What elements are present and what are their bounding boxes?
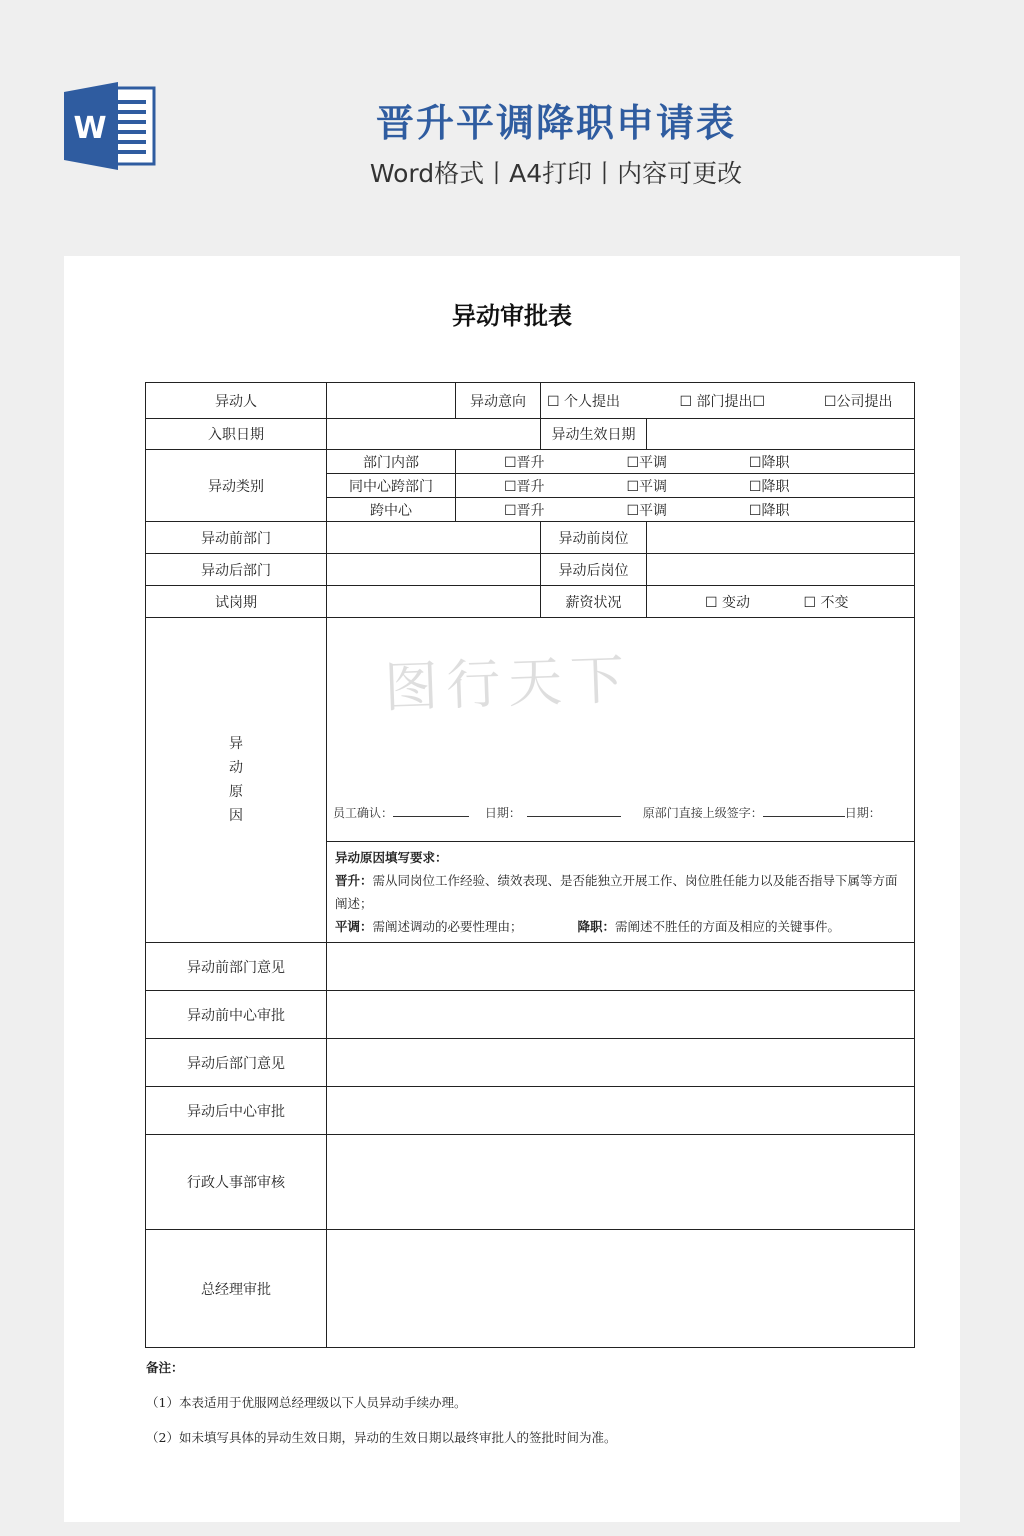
supervisor-sign-label: 原部门直接上级签字： [642, 806, 763, 820]
field-before-dept[interactable] [327, 522, 541, 554]
checkbox-demote[interactable]: ☐降职 [748, 478, 790, 495]
field-reason[interactable] [327, 618, 915, 842]
category-options [456, 474, 915, 498]
checkbox-promote[interactable]: ☐晋升 [504, 478, 545, 495]
checkbox-salary-same[interactable]: ☐ 不变 [803, 594, 849, 611]
category-options [456, 498, 915, 522]
demote-text: 需阐述不胜任的方面及相应的关键事件。 [615, 919, 841, 934]
field-approval[interactable] [327, 1230, 915, 1348]
watermark: 图行天下 [383, 647, 634, 720]
label-category: 异动类别 [146, 450, 327, 522]
salary-options [647, 586, 915, 618]
note-item: （2）如未填写具体的异动生效日期，异动的生效日期以最终审批人的签批时间为准。 [146, 1430, 617, 1445]
category-scope: 同中心跨部门 [327, 474, 456, 498]
transfer-label: 平调： [335, 919, 373, 934]
demote-label: 降职： [577, 919, 616, 934]
banner-title: 晋升平调降职申请表 [375, 101, 736, 145]
field-approval[interactable] [327, 991, 915, 1039]
notes-title: 备注： [146, 1360, 184, 1375]
transfer-text: 需阐述调动的必要性理由； [372, 919, 523, 934]
label-effective-date: 异动生效日期 [541, 419, 647, 450]
field-person[interactable] [327, 383, 456, 419]
label-probation: 试岗期 [146, 586, 327, 618]
checkbox-promote[interactable]: ☐晋升 [504, 454, 545, 471]
approval-form [145, 382, 915, 1348]
field-approval[interactable] [327, 1087, 915, 1135]
label-approval: 异动前中心审批 [146, 991, 327, 1039]
field-effective-date[interactable] [647, 419, 915, 450]
intent-options [541, 383, 915, 419]
signature-line [333, 804, 908, 821]
label-after-dept: 异动后部门 [146, 554, 327, 586]
label-before-post: 异动前岗位 [541, 522, 647, 554]
checkbox-transfer[interactable]: ☐平调 [626, 454, 668, 471]
field-before-post[interactable] [647, 522, 915, 554]
checkbox-transfer[interactable]: ☐平调 [626, 478, 668, 495]
document-page [64, 256, 960, 1522]
checkbox-salary-change[interactable]: ☐ 变动 [705, 594, 751, 611]
field-hire-date[interactable] [327, 419, 541, 450]
field-approval[interactable] [327, 943, 915, 991]
word-logo-letter: W [73, 111, 107, 146]
label-intent: 异动意向 [456, 383, 541, 419]
promote-label: 晋升： [335, 873, 373, 888]
field-approval[interactable] [327, 1039, 915, 1087]
label-before-dept: 异动前部门 [146, 522, 327, 554]
reason-requirements [327, 842, 915, 943]
label-approval: 异动后部门意见 [146, 1039, 327, 1087]
checkbox-department[interactable]: ☐ 部门提出☐ [679, 393, 766, 410]
field-after-post[interactable] [647, 554, 915, 586]
category-scope: 跨中心 [327, 498, 456, 522]
category-scope: 部门内部 [327, 450, 456, 474]
label-approval: 异动后中心审批 [146, 1087, 327, 1135]
label-approval: 总经理审批 [146, 1230, 327, 1348]
date-label: 日期： [484, 806, 521, 820]
checkbox-transfer[interactable]: ☐平调 [626, 502, 668, 519]
label-salary: 薪资状况 [541, 586, 647, 618]
banner [0, 0, 1024, 250]
req-title: 异动原因填写要求： [335, 850, 448, 865]
word-doc-icon [64, 82, 156, 170]
label-person: 异动人 [146, 383, 327, 419]
label-reason: 异 动 原 因 [146, 618, 327, 943]
note-item: （1）本表适用于优服网总经理级以下人员异动手续办理。 [146, 1395, 467, 1410]
promote-text: 需从同岗位工作经验、绩效表现、是否能独立开展工作、岗位胜任能力以及能否指导下属等方面阐述； [335, 873, 898, 911]
field-probation[interactable] [327, 586, 541, 618]
field-approval[interactable] [327, 1135, 915, 1230]
document-title: 异动审批表 [452, 301, 572, 330]
checkbox-company[interactable]: ☐公司提出 [823, 393, 893, 410]
category-options [456, 450, 915, 474]
checkbox-promote[interactable]: ☐晋升 [504, 502, 545, 519]
label-approval: 行政人事部审核 [146, 1135, 327, 1230]
label-after-post: 异动后岗位 [541, 554, 647, 586]
checkbox-demote[interactable]: ☐降职 [748, 502, 790, 519]
staff-confirm-label: 员工确认： [333, 806, 394, 820]
banner-subtitle: Word格式丨A4打印丨内容可更改 [369, 159, 743, 188]
field-after-dept[interactable] [327, 554, 541, 586]
date-label-2: 日期： [844, 806, 881, 820]
checkbox-personal[interactable]: ☐ 个人提出 [547, 393, 621, 410]
label-approval: 异动前部门意见 [146, 943, 327, 991]
checkbox-demote[interactable]: ☐降职 [748, 454, 790, 471]
label-hire-date: 入职日期 [146, 419, 327, 450]
